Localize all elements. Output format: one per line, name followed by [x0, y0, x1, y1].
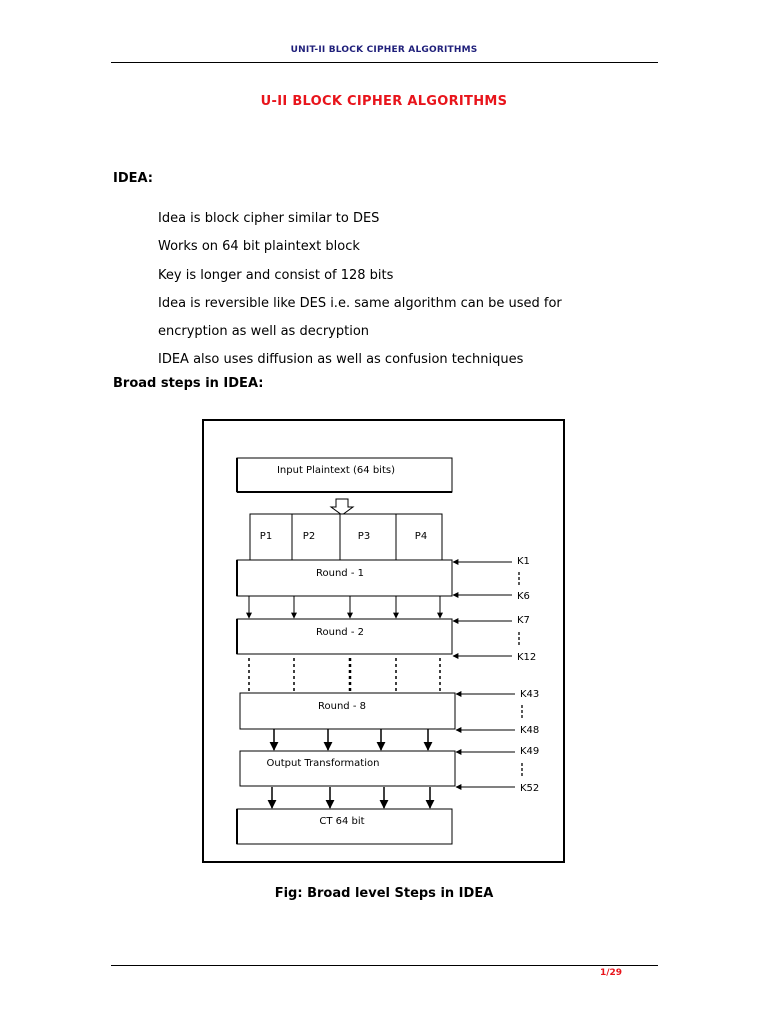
round-8-label: Round - 8 — [318, 701, 366, 712]
idea-steps-diagram — [202, 419, 565, 863]
intermediate-rounds-dashes — [249, 658, 440, 691]
figure-caption: Fig: Broad level Steps in IDEA — [274, 886, 494, 901]
list-item: Works on 64 bit plaintext block — [158, 239, 360, 255]
document-title: U-II BLOCK CIPHER ALGORITHMS — [260, 94, 508, 109]
plaintext-parts — [250, 514, 442, 560]
footer-rule — [111, 965, 658, 966]
key-input-arrows — [453, 562, 515, 787]
part-p2-label: P2 — [302, 531, 316, 542]
key-k6-label: K6 — [517, 591, 530, 602]
split-arrow — [331, 499, 353, 515]
list-item: Idea is block cipher similar to DES — [158, 211, 380, 226]
list-item: Key is longer and consist of 128 bits — [158, 267, 394, 283]
round-1-label: Round - 1 — [316, 568, 364, 579]
round-8-arrows — [274, 729, 428, 750]
input-plaintext-label: Input Plaintext (64 bits) — [276, 465, 396, 476]
round-1-arrows — [249, 596, 440, 618]
part-p4-label: P4 — [414, 531, 428, 542]
header-rule — [111, 62, 658, 63]
part-p1-label: P1 — [259, 531, 273, 542]
key-k48-label: K48 — [520, 725, 540, 736]
list-item: Idea is reversible like DES i.e. same algorithm can be used for — [158, 295, 562, 311]
round-2-label: Round - 2 — [316, 627, 364, 638]
list-item: IDEA also uses diffusion as well as confusion techniques — [158, 352, 524, 368]
output-transformation-label: Output Transformation — [266, 758, 380, 769]
key-k43-label: K43 — [520, 689, 540, 700]
page-number: 1/29 — [600, 968, 623, 978]
list-item: encryption as well as decryption — [158, 324, 370, 340]
key-k1-label: K1 — [517, 556, 530, 567]
key-k49-label: K49 — [520, 746, 540, 757]
key-k52-label: K52 — [520, 783, 540, 794]
ciphertext-label: CT 64 bit — [319, 816, 365, 827]
key-k7-label: K7 — [517, 615, 530, 626]
key-k12-label: K12 — [517, 652, 537, 663]
running-header: UNIT-II BLOCK CIPHER ALGORITHMS — [290, 45, 478, 55]
output-arrows — [272, 787, 430, 808]
idea-points-list — [158, 205, 562, 375]
idea-heading: IDEA: — [113, 171, 154, 186]
broad-steps-heading: Broad steps in IDEA: — [113, 376, 264, 391]
part-p3-label: P3 — [357, 531, 371, 542]
